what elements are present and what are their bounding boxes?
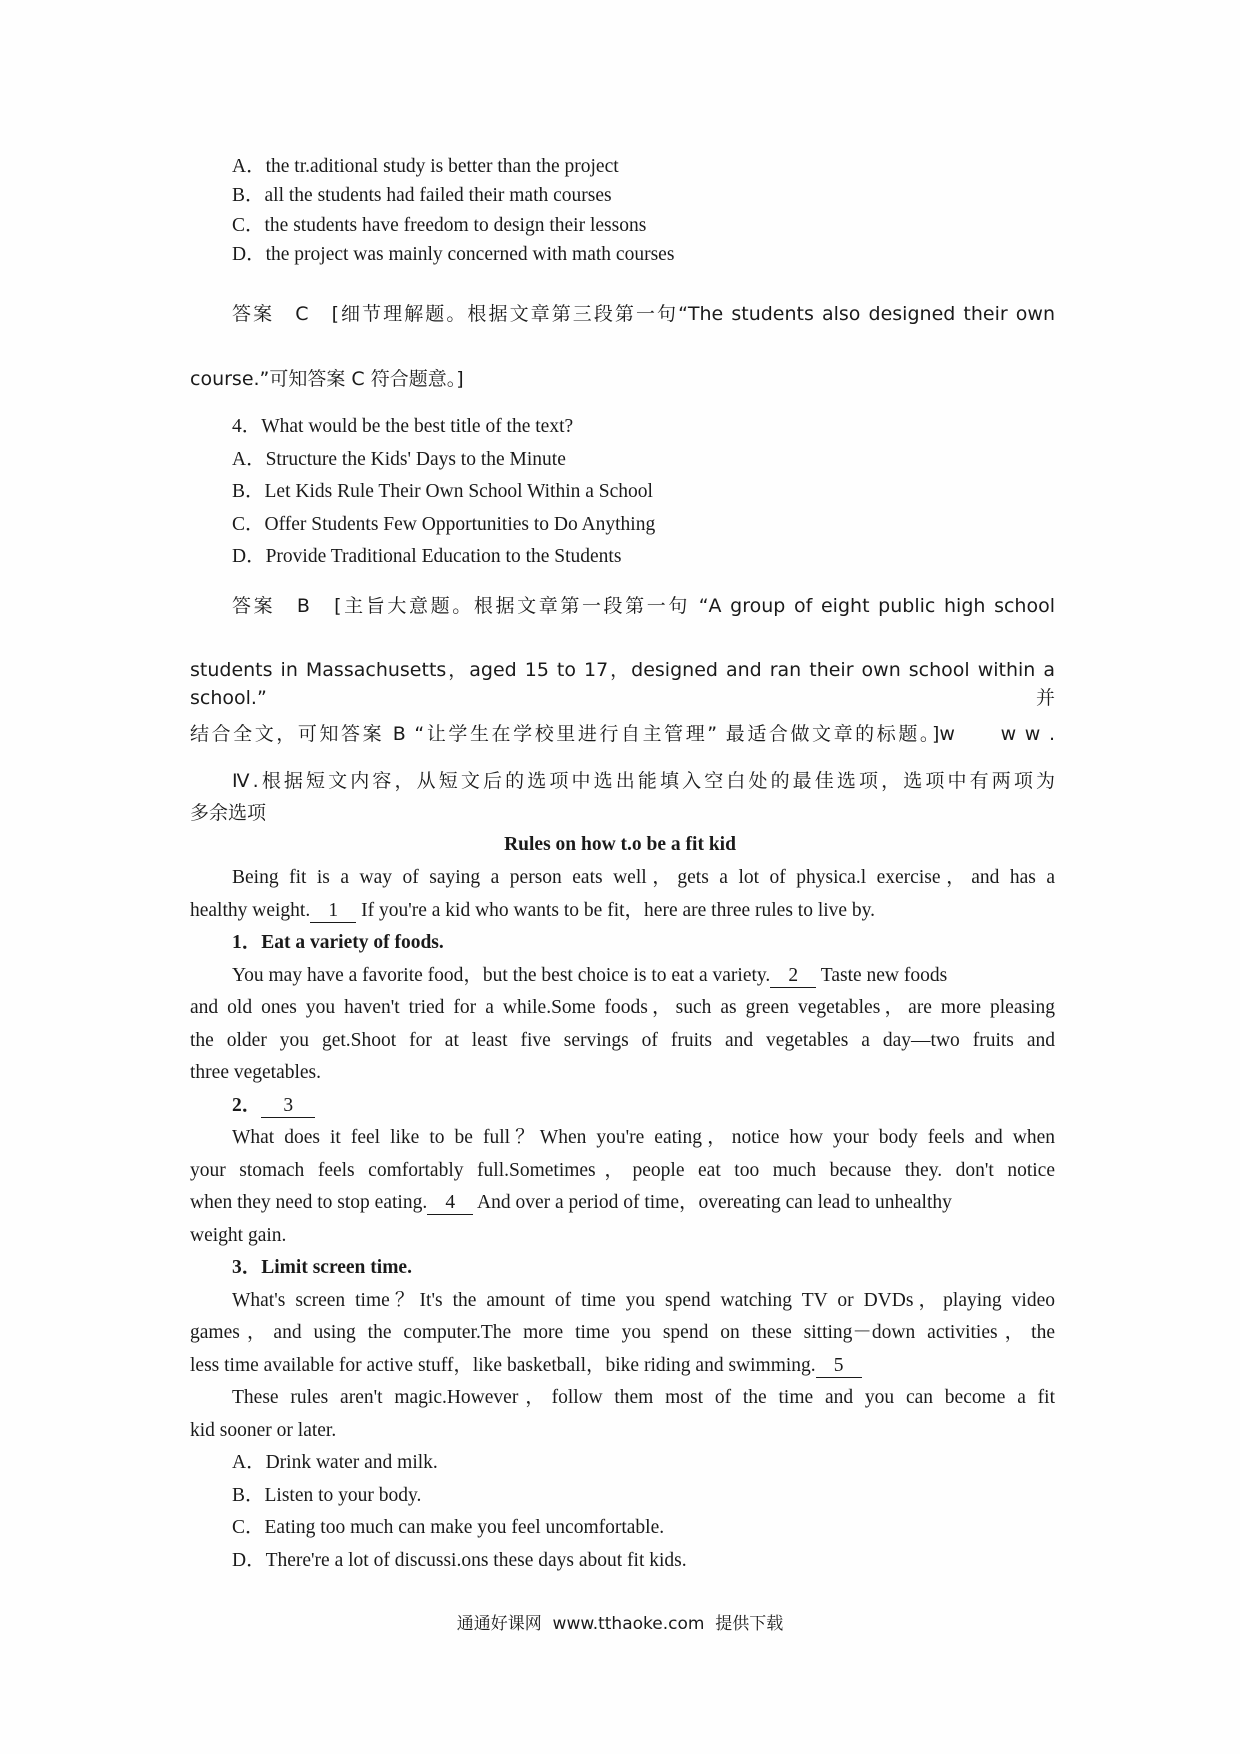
p2-pre-text: You may have a favorite food，but the best choice is to eat a variety. xyxy=(232,965,771,986)
cloze-option-c: C．Eating too much can make you feel uncomfortable. xyxy=(232,1517,665,1538)
blank-3: 3 xyxy=(261,1095,315,1118)
q3-answer-line2: course.”可知答案 C 符合题意。] xyxy=(190,368,464,390)
q4-option-b: B．Let Kids Rule Their Own School Within a School xyxy=(232,481,653,502)
p2-line2: and old ones you haven't tried for a while.Some foods，such as green vegetables，are more pleasing xyxy=(190,997,1055,1018)
blank-5: 5 xyxy=(816,1355,862,1378)
p1-line2 xyxy=(190,897,875,925)
cloze-option-d: D．There're a lot of discussi.ons these days about fit kids. xyxy=(232,1550,687,1571)
q3-option-a: A．the tr.aditional study is better than the project xyxy=(232,156,619,177)
q4-answer-line3: 结合全文，可知答案 B “让学生在学校里进行自主管理” 最适合做文章的标题。]w w w . xyxy=(190,723,1055,745)
q4-option-d: D．Provide Traditional Education to the Students xyxy=(232,546,622,567)
p4-line3 xyxy=(190,1352,862,1380)
q4-option-c: C．Offer Students Few Opportunities to Do Anything xyxy=(232,514,656,535)
passage-title: Rules on how t.o be a fit kid xyxy=(504,834,736,855)
q3-option-b: B．all the students had failed their math courses xyxy=(232,185,612,206)
p4-line2: games，and using the computer.The more time you spend on these sitting－down activities，the xyxy=(190,1322,1055,1343)
p1-pre-text: healthy weight. xyxy=(190,900,311,921)
blank-1: 1 xyxy=(310,900,356,923)
p2-post-text: Taste new foods xyxy=(816,965,948,986)
p3-line3 xyxy=(190,1189,952,1217)
p5-line2: kid sooner or later. xyxy=(190,1420,337,1441)
q3-answer-line1: 答案 C [细节理解题。根据文章第三段第一句“The students also designed their own xyxy=(232,303,1055,325)
q4-answer-line1: 答案 B [主旨大意题。根据文章第一段第一句 “A group of eight public high school xyxy=(232,595,1055,617)
q3-option-d: D．the project was mainly concerned with math courses xyxy=(232,244,675,265)
p4-line1: What's screen time？It's the amount of time you spend watching TV or DVDs，playing video xyxy=(232,1290,1055,1311)
q4-question: 4．What would be the best title of the text? xyxy=(232,416,574,437)
p1-line1: Being fit is a way of saying a person eats well，gets a lot of physica.l exercise，and has a xyxy=(232,867,1056,888)
page-footer: 通通好课网 www.tthaoke.com 提供下载 xyxy=(456,1614,784,1634)
p2-line3: the older you get.Shoot for at least five servings of fruits and vegetables a day—two fruits and xyxy=(190,1030,1055,1051)
p3-pre-text: when they need to stop eating. xyxy=(190,1192,428,1213)
q4-answer-line2: students in Massachusetts，aged 15 to 17，designed and ran their own school within a school.” 并 xyxy=(190,659,1055,709)
rule-3-heading: 3．Limit screen time. xyxy=(232,1257,412,1278)
cloze-option-a: A．Drink water and milk. xyxy=(232,1452,438,1473)
q3-option-c: C．the students have freedom to design their lessons xyxy=(232,215,647,236)
section4-instruction-line2: 多余选项 xyxy=(190,802,267,824)
p3-line1: What does it feel like to be full？When you're eating，notice how your body feels and when xyxy=(232,1127,1055,1148)
q4-option-a: A．Structure the Kids' Days to the Minute xyxy=(232,449,566,470)
rule-1-heading: 1．Eat a variety of foods. xyxy=(232,932,444,953)
p5-line1: These rules aren't magic.However，follow them most of the time and you can become a fit xyxy=(232,1387,1055,1408)
section4-instruction-line1: Ⅳ.根据短文内容，从短文后的选项中选出能填入空白处的最佳选项，选项中有两项为 xyxy=(232,770,1055,792)
p4-pre-text: less time available for active stuff，like basketball，bike riding and swimming. xyxy=(190,1355,816,1376)
p2-line4: three vegetables. xyxy=(190,1062,322,1083)
rule-2-number: 2． xyxy=(232,1095,262,1116)
cloze-option-b: B．Listen to your body. xyxy=(232,1485,422,1506)
blank-4: 4 xyxy=(427,1192,473,1215)
p2-line1 xyxy=(232,962,947,990)
rule-2-heading xyxy=(232,1092,315,1120)
blank-2: 2 xyxy=(770,965,816,988)
p3-line4: weight gain. xyxy=(190,1225,287,1246)
p3-post-text: And over a period of time，overeating can lead to unhealthy xyxy=(473,1192,952,1213)
p1-post-text: If you're a kid who wants to be fit，here are three rules to live by. xyxy=(356,900,876,921)
p3-line2: your stomach feels comfortably full.Sometimes，people eat too much because they. don't notice xyxy=(190,1160,1055,1181)
